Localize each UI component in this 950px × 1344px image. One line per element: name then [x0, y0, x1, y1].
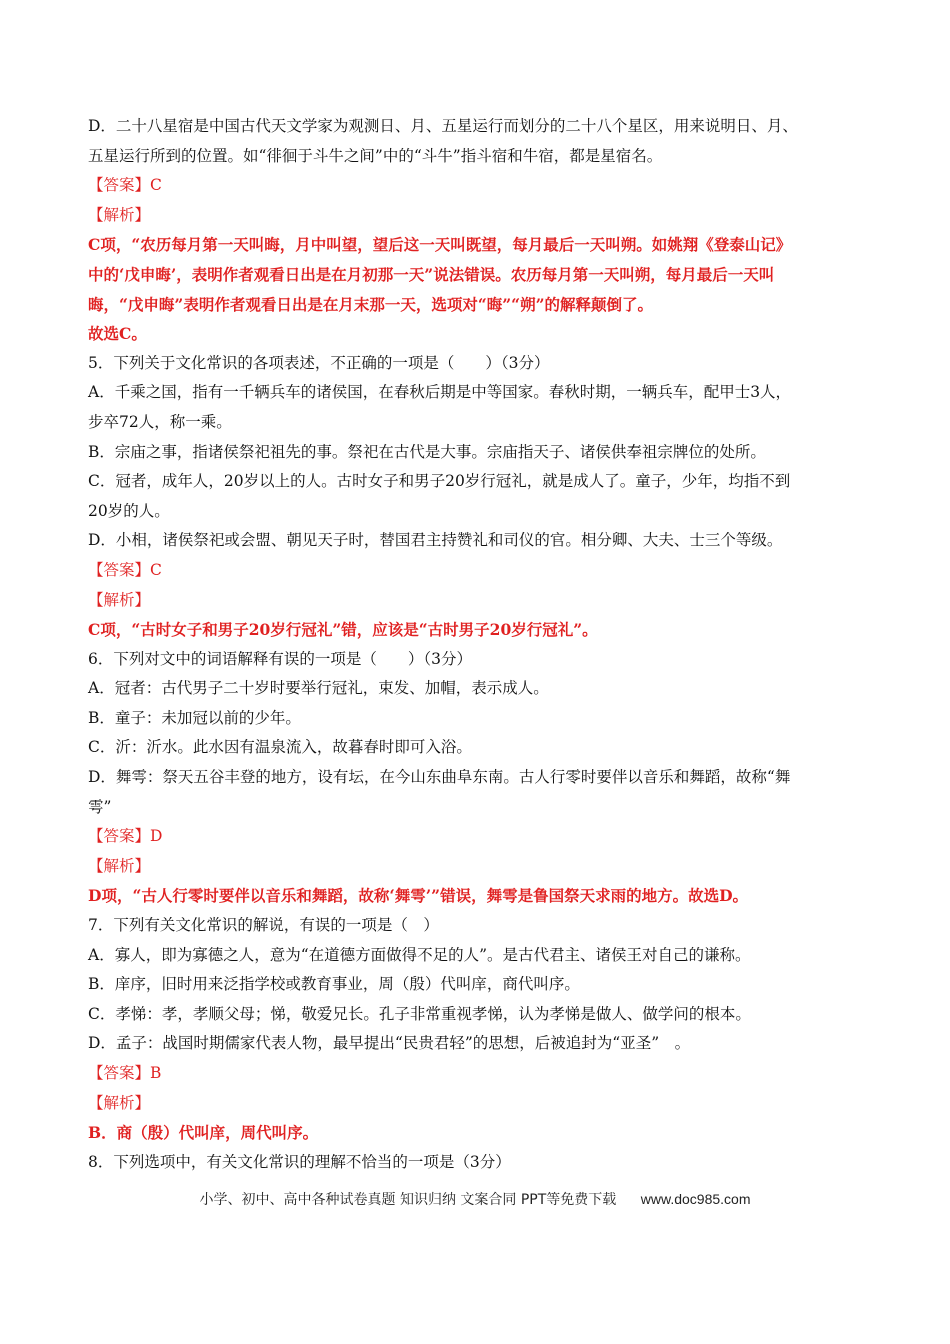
- question-text: 五星运行所到的位置。如“徘徊于斗牛之间”中的“斗牛”指斗宿和牛宿，都是星宿名。: [88, 146, 663, 165]
- answer-label: 【解析】: [88, 856, 151, 875]
- question-text: 5．下列关于文化常识的各项表述，不正确的一项是（ ）（3分）: [88, 353, 550, 372]
- question-text: C．冠者，成年人，20岁以上的人。古时女子和男子20岁行冠礼，就是成人了。童子，少年，均指不到: [88, 472, 791, 491]
- question-text: 步卒72人，称一乘。: [88, 412, 232, 431]
- question-text: D．小相，诸侯祭祀或会盟、朝见天子时，替国君主持赞礼和司仪的官。相分卿、大夫、士三个等级。: [88, 531, 783, 550]
- answer-label: 【解析】: [88, 1093, 151, 1112]
- question-text: D．二十八星宿是中国古代天文学家为观测日、月、五星运行而划分的二十八个星区，用来说明日、月、: [88, 117, 798, 135]
- question-text: C．孝悌：孝，孝顺父母；悌，敬爱兄长。孔子非常重视孝悌，认为孝悌是做人、做学问的根本。: [88, 1004, 751, 1023]
- question-text: A．冠者：古代男子二十岁时要举行冠礼，束发、加帽，表示成人。: [88, 679, 549, 698]
- answer-label: 【解析】: [88, 205, 151, 224]
- question-text: 7．下列有关文化常识的解说，有误的一项是（ ）: [88, 916, 439, 935]
- question-text: 8．下列选项中，有关文化常识的理解不恰当的一项是（3分）: [88, 1152, 511, 1171]
- page-footer: [0, 1189, 950, 1209]
- question-text: B．庠序，旧时用来泛指学校或教育事业，周（殷）代叫庠，商代叫序。: [88, 975, 580, 994]
- analysis-text: C项，“农历每月第一天叫晦，月中叫望，望后这一天叫既望，每月最后一天叫朔。如姚翔《登泰山记》: [88, 235, 792, 255]
- answer-label: 【答案】B: [88, 1064, 162, 1082]
- analysis-text: 故选C。: [88, 324, 147, 344]
- answer-label: 【答案】C: [88, 176, 162, 195]
- answer-label: 【解析】: [88, 590, 151, 609]
- question-text: B．童子：未加冠以前的少年。: [88, 708, 301, 727]
- analysis-text: D项，“古人行零时要伴以音乐和舞蹈，故称‘舞雩’”错误，舞雩是鲁国祭天求雨的地方。故选D。: [88, 886, 749, 906]
- question-text: 20岁的人。: [88, 501, 170, 520]
- question-text: D．孟子：战国时期儒家代表人物，最早提出“民贵君轻”的思想，后被追封为“亚圣” 。: [88, 1034, 691, 1053]
- question-text: A．千乘之国，指有一千辆兵车的诸侯国，在春秋后期是中等国家。春秋时期，一辆兵车，配甲士3人，: [88, 383, 792, 402]
- analysis-text: 中的‘戊申晦’，表明作者观看日出是在月初那一天”说法错误。农历每月第一天叫朔，每月最后一天叫: [88, 264, 775, 284]
- question-text: 6．下列对文中的词语解释有误的一项是（ ）（3分）: [88, 649, 472, 668]
- question-text: 雩”: [88, 797, 112, 816]
- footer-url[interactable]: www.doc985.com: [640, 1191, 751, 1207]
- question-text: C．沂：沂水。此水因有温泉流入，故暮春时即可入浴。: [88, 738, 472, 757]
- analysis-text: 晦，“戊申晦”表明作者观看日出是在月末那一天，选项对“晦”“朔”的解释颠倒了。: [88, 294, 653, 314]
- answer-label: 【答案】C: [88, 560, 162, 579]
- question-text: A．寡人，即为寡德之人，意为“在道德方面做得不足的人”。是古代君主、诸侯王对自己的谦称。: [88, 945, 751, 964]
- question-text: D．舞雩：祭天五谷丰登的地方，设有坛，在今山东曲阜东南。古人行零时要伴以音乐和舞蹈，故称“舞: [88, 768, 791, 787]
- analysis-text: C项，“古时女子和男子20岁行冠礼”错，应该是“古时男子20岁行冠礼”。: [88, 620, 598, 640]
- document-body: [88, 112, 868, 1177]
- answer-label: 【答案】D: [88, 827, 163, 846]
- analysis-text: B．商（殷）代叫庠，周代叫序。: [88, 1123, 319, 1143]
- footer-text: 小学、初中、高中各种试卷真题 知识归纳 文案合同 PPT等免费下载: [199, 1192, 617, 1208]
- question-text: B．宗庙之事，指诸侯祭祀祖先的事。祭祀在古代是大事。宗庙指天子、诸侯供奉祖宗牌位的处所。: [88, 442, 766, 461]
